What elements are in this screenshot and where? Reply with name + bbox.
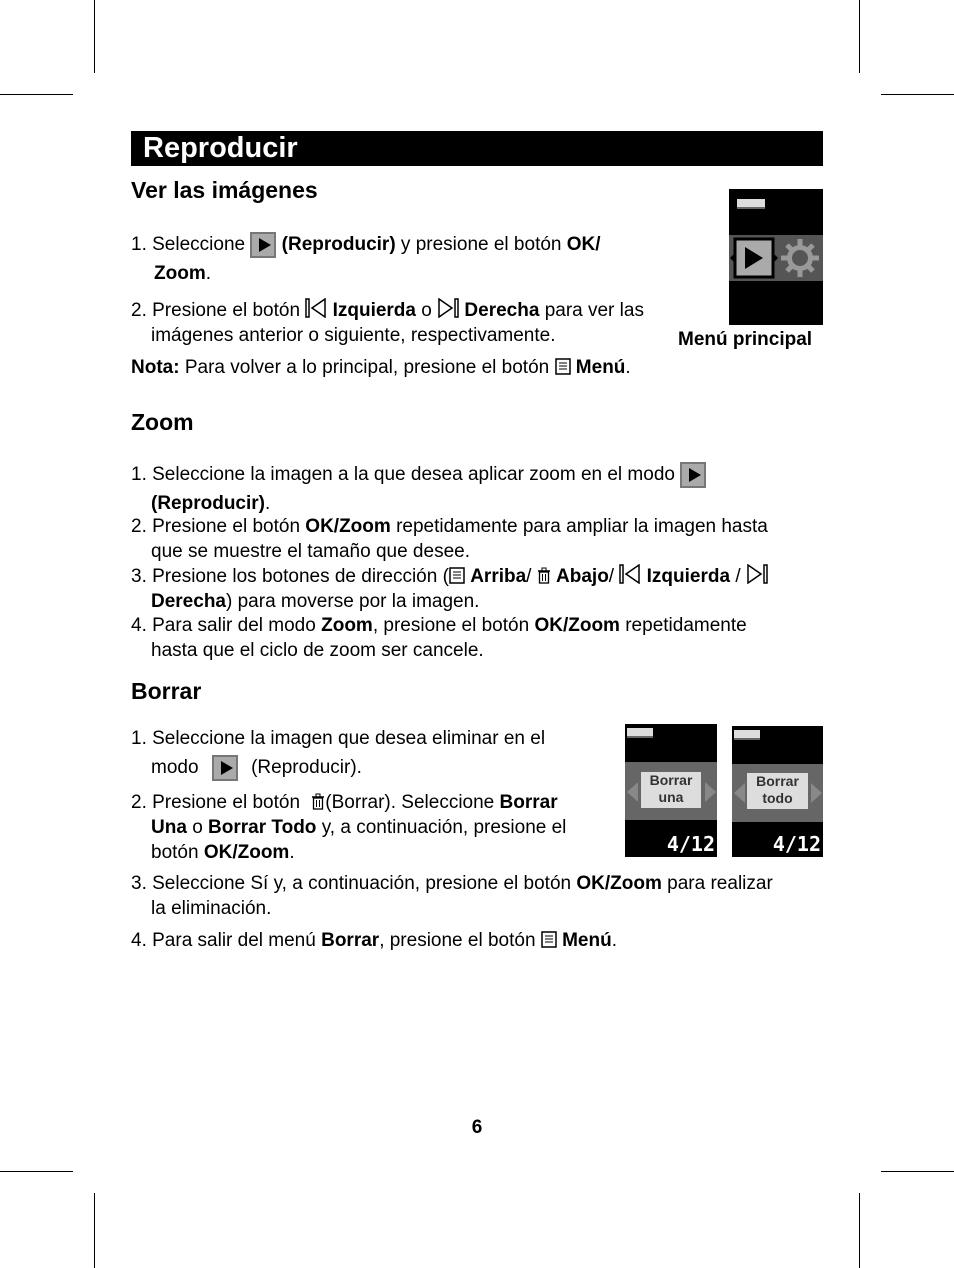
- text: Zoom: [321, 615, 373, 636]
- gear-icon: [777, 235, 823, 281]
- text: Izquierda: [332, 300, 416, 321]
- zoom-heading: Zoom: [131, 409, 194, 435]
- right-arrow-icon: [705, 782, 716, 802]
- text: OK/: [566, 234, 601, 255]
- text: Una: [151, 817, 187, 838]
- section-banner: [131, 131, 823, 166]
- left-button-icon: [305, 298, 327, 318]
- menu-icon: [555, 358, 571, 375]
- text: 2. Presione el botón: [131, 792, 301, 813]
- text: y, a continuación, presione el: [321, 817, 567, 838]
- text: (Reproducir): [151, 493, 265, 514]
- borrar-step-3: [131, 871, 831, 921]
- text: /: [608, 566, 615, 587]
- text: .: [611, 930, 617, 951]
- text: 3. Presione los botones de dirección (: [131, 566, 449, 587]
- text: OK/Zoom: [203, 842, 290, 863]
- text: OK/Zoom: [534, 615, 620, 636]
- text: Borrar: [321, 930, 380, 951]
- text: o: [421, 300, 432, 321]
- text: Borrar Todo: [208, 817, 317, 838]
- zoom-step-1: [131, 460, 821, 518]
- text: Borrar: [499, 792, 558, 813]
- text: y presione el botón: [400, 234, 562, 255]
- text: botón: [151, 842, 199, 863]
- image-counter: 4/12: [666, 832, 715, 856]
- right-button-icon: [746, 564, 768, 584]
- battery-icon: [627, 728, 653, 738]
- text: la eliminación.: [151, 898, 272, 919]
- crop-mark: [881, 94, 954, 95]
- text: .: [625, 357, 631, 378]
- play-icon: [250, 232, 276, 258]
- text: 4. Para salir del modo: [131, 615, 316, 636]
- battery-icon: [734, 730, 760, 740]
- text: imágenes anterior o siguiente, respectivamente.: [151, 325, 556, 346]
- borrar-step-1: [131, 724, 611, 782]
- text: Arriba: [470, 566, 527, 587]
- trash-icon: [311, 793, 325, 810]
- text: repetidamente para ampliar la imagen hasta: [396, 516, 768, 537]
- text: hasta que el ciclo de zoom ser cancele.: [151, 640, 484, 661]
- text: /: [735, 566, 741, 587]
- text: ) para moverse por la imagen.: [226, 591, 480, 612]
- main-menu-screen: [729, 189, 823, 325]
- play-icon: [680, 462, 706, 488]
- page-title: Reproducir: [143, 132, 298, 164]
- text: , presione el botón: [379, 930, 536, 951]
- text: .: [289, 842, 295, 863]
- zoom-step-3: [131, 564, 831, 614]
- text: Borrar: [649, 772, 693, 788]
- crop-mark: [0, 1171, 73, 1172]
- text: , presione el botón: [372, 615, 530, 636]
- text: Abajo: [556, 566, 609, 587]
- text: Derecha: [151, 591, 226, 612]
- text: /: [526, 566, 532, 587]
- view-note: [131, 355, 731, 380]
- crop-mark: [859, 1193, 860, 1268]
- view-step-1: [131, 230, 671, 288]
- text: Menú: [562, 930, 612, 951]
- text: 1. Seleccione la imagen que desea eliminar en el: [131, 728, 546, 749]
- borrar-step-4: [131, 928, 831, 953]
- text: una: [658, 789, 684, 805]
- text: OK/Zoom: [576, 873, 662, 894]
- play-icon: [729, 235, 779, 281]
- trash-icon: [537, 567, 551, 584]
- text: .: [265, 493, 271, 514]
- text: Menú: [575, 357, 626, 378]
- battery-icon: [737, 199, 765, 209]
- play-icon: [212, 755, 238, 781]
- text: .: [205, 263, 211, 284]
- text: (Borrar). Seleccione: [325, 792, 495, 813]
- text: todo: [762, 790, 793, 806]
- delete-one-screen: [625, 724, 717, 857]
- crop-mark: [0, 94, 73, 95]
- crop-mark: [859, 0, 860, 73]
- crop-mark: [881, 1171, 954, 1172]
- text: Izquierda: [646, 566, 731, 587]
- zoom-step-2: [131, 514, 831, 564]
- figure-caption: Menú principal: [678, 329, 813, 350]
- view-step-2: [131, 298, 691, 348]
- right-button-icon: [437, 298, 459, 318]
- text: 3. Seleccione Sí y, a continuación, presione el botón: [131, 873, 572, 894]
- text: para realizar: [667, 873, 773, 894]
- text: que se muestre el tamaño que desee.: [151, 541, 470, 562]
- page-number: 6: [471, 1117, 483, 1138]
- delete-all-label: [747, 773, 808, 809]
- text: Zoom: [154, 263, 206, 284]
- text: 2. Presione el botón: [131, 300, 301, 321]
- borrar-heading: Borrar: [131, 678, 202, 704]
- delete-one-label: [641, 772, 701, 808]
- menu-icon: [449, 567, 465, 584]
- menu-icon: [541, 931, 557, 948]
- right-arrow-icon: [811, 783, 822, 803]
- zoom-step-4: [131, 613, 831, 663]
- text: 1. Seleccione: [131, 234, 246, 255]
- text: modo: [151, 757, 199, 778]
- left-arrow-icon: [627, 782, 638, 802]
- text: 1. Seleccione la imagen a la que desea aplicar zoom en el modo: [131, 464, 675, 485]
- text: 2. Presione el botón: [131, 516, 301, 537]
- left-arrow-icon: [734, 783, 745, 803]
- text: para ver las: [544, 300, 644, 321]
- text: Para volver a lo principal, presione el botón: [184, 357, 550, 378]
- text: Derecha: [464, 300, 540, 321]
- crop-mark: [94, 0, 95, 73]
- delete-all-screen: [732, 726, 823, 857]
- image-counter: 4/12: [772, 832, 821, 856]
- text: repetidamente: [625, 615, 747, 636]
- view-heading: Ver las imágenes: [131, 177, 318, 203]
- crop-mark: [94, 1193, 95, 1268]
- text: (Reproducir): [281, 234, 396, 255]
- borrar-step-2: [131, 790, 611, 865]
- text: o: [192, 817, 203, 838]
- left-button-icon: [619, 564, 641, 584]
- text: Borrar: [756, 773, 799, 789]
- text: (Reproducir).: [251, 757, 362, 778]
- text: Nota:: [131, 357, 180, 378]
- text: 4. Para salir del menú: [131, 930, 316, 951]
- text: OK/Zoom: [305, 516, 391, 537]
